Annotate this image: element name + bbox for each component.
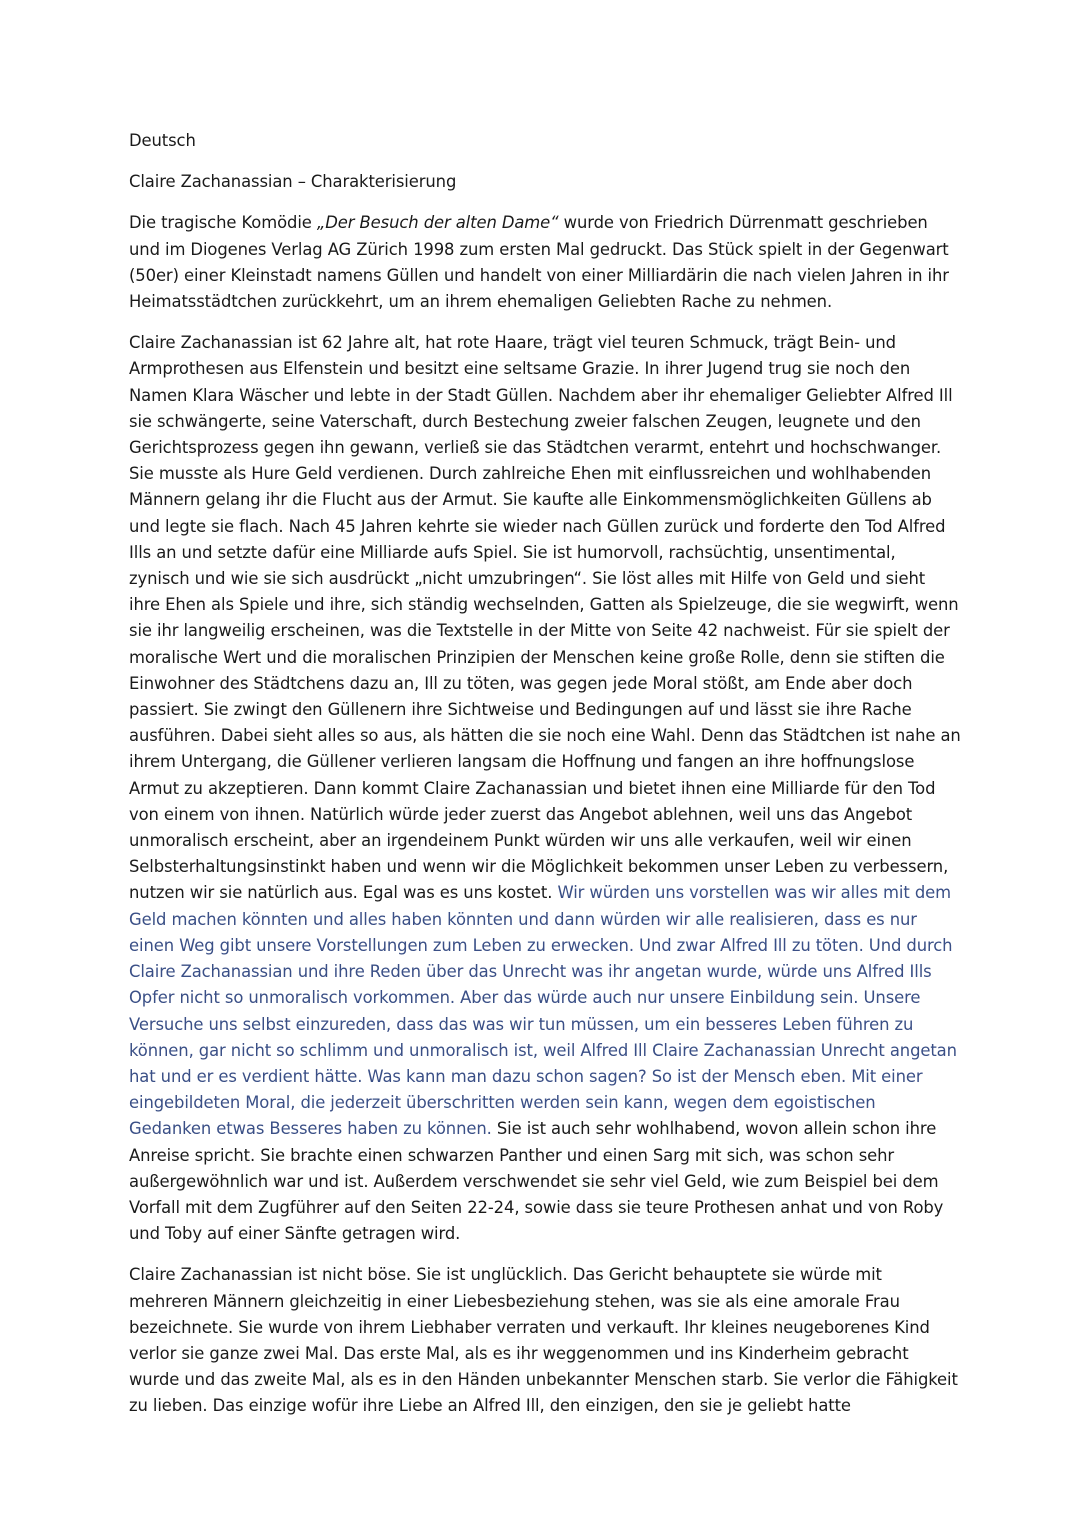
body-highlighted-text: Wir würden uns vorstellen was wir alles mit dem Geld machen könnten und alles haben könnten und dann würden wir alle realisieren, dass es nur einen Weg gibt unsere Vorstellungen zum Leben zu erwecken. Und zwar Alfred Ill zu töten. Und durch Claire Zachanassian und ihre Reden über das Unrecht was ihr angetan wurde, würde uns Alfred Ills Opfer nicht so unmoralisch vorkommen. Aber das würde auch nur unsere Einbildung sein. Unsere Versuche uns selbst einzureden, dass das was wir tun müssen, um ein besseres Leben führen zu können, gar nicht so schlimm und unmoralisch ist, weil Alfred Ill Claire Zachanassian Unrecht angetan hat und er es verdient hätte. Was kann man dazu schon sagen? So ist der Mensch eben. Mit einer eingebildeten Moral, die jederzeit überschritten werden sein kann, wegen dem egoistischen Gedanken etwas Besseres haben zu können. <box>129 883 957 1139</box>
intro-before-title: Die tragische Komödie <box>129 213 317 233</box>
work-title: „Der Besuch der alten Dame“ <box>316 213 559 233</box>
intro-after-title: wurde von Friedrich Dürrenmatt geschrieben und im Diogenes Verlag AG Zürich 1998 zum ersten Mal gedruckt. Das Stück spielt in der Gegenwart (50er) einer Kleinstadt namens Güllen und handelt von einer Milliardärin die nach vielen Jahren in ihr Heimatsstädtchen zurückkehrt, um an ihrem ehemaligen Geliebten Rache zu nehmen. <box>129 213 949 312</box>
intro-paragraph <box>129 210 961 315</box>
document-page <box>129 128 961 1435</box>
body-part-1: Claire Zachanassian ist 62 Jahre alt, hat rote Haare, trägt viel teuren Schmuck, trägt Bein- und Armprothesen aus Elfenstein und besitzt eine seltsame Grazie. In ihrer Jugend trug sie noch den Namen Klara Wäscher und lebte in der Stadt Güllen. Nachdem aber ihr ehemaliger Geliebter Alfred Ill sie schwängerte, seine Vaterschaft, durch Bestechung zweier falschen Zeugen, leugnete und den Gerichtsprozess gegen ihn gewann, verließ sie das Städtchen verarmt, entehrt und hochschwanger. Sie musste als Hure Geld verdienen. Durch zahlreiche Ehen mit einflussreichen und wohlhabenden Männern gelang ihr die Flucht aus der Armut. Sie kaufte alle Einkommensmöglichkeiten Güllens ab und legte sie flach. Nach 45 Jahren kehrte sie wieder nach Güllen zurück und forderte den Tod Alfred Ills an und setzte dafür eine Milliarde aufs Spiel. Sie ist humorvoll, rachsüchtig, unsentimental, zynisch und wie sie sich ausdrückt „nicht umzubringen“. Sie löst alles mit Hilfe von Geld und sieht ihre Ehen als Spiele und ihre, sich ständig wechselnden, Gatten als Spielzeuge, die sie wegwirft, wenn sie ihr langweilig erscheinen, was die Textstelle in der Mitte von Seite 42 nachweist. Für sie spielt der moralische Wert und die moralischen Prinzipien der Menschen keine große Rolle, denn sie stiften die Einwohner des Städtchens dazu an, Ill zu töten, was gegen jede Moral stößt, am Ende aber doch passiert. Sie zwingt den Güllenern ihre Sichtweise und Bedingungen auf und lässt sie ihre Rache ausführen. Dabei sieht alles so aus, als hätten die sie noch eine Wahl. Denn das Städtchen ist nahe an ihrem Untergang, die Güllener verlieren langsam die Hoffnung und fangen an ihre hoffnungslose Armut zu akzeptieren. Dann kommt Claire Zachanassian und bietet ihnen eine Milliarde für den Tod von einem von ihnen. Natürlich würde jeder zuerst das Angebot ablehnen, weil uns das Angebot unmoralisch erscheint, aber an irgendeinem Punkt würden wir uns alle verkaufen, weil wir einen Selbsterhaltungsinstinkt haben und wenn wir die Möglichkeit bekommen unser Leben zu verbessern, nutzen wir sie natürlich aus. Egal was es uns kostet. <box>129 333 961 903</box>
closing-paragraph: Claire Zachanassian ist nicht böse. Sie ist unglücklich. Das Gericht behauptete sie würde mit mehreren Männern gleichzeitig in einer Liebesbeziehung stehen, was sie als eine amorale Frau bezeichnete. Sie wurde von ihrem Liebhaber verraten und verkauft. Ihr kleines neugeborenes Kind verlor sie ganze zwei Mal. Das erste Mal, als es ihr weggenommen und ins Kinderheim gebracht wurde und das zweite Mal, als es in den Händen unbekannter Menschen starb. Sie verlor die Fähigkeit zu lieben. Das einzige wofür ihre Liebe an Alfred Ill, den einzigen, den sie je geliebt hatte <box>129 1265 958 1416</box>
body-paragraph <box>129 330 961 1247</box>
body-part-2: Sie ist auch sehr wohlhabend, wovon allein schon ihre Anreise spricht. Sie brachte einen schwarzen Panther und einen Sarg mit sich, was schon sehr außergewöhnlich war und ist. Außerdem verschwendet sie sehr viel Geld, wie zum Beispiel bei dem Vorfall mit dem Zugführer auf den Seiten 22-24, sowie dass sie teure Prothesen anhat und von Roby und Toby auf einer Sänfte getragen wird. <box>129 1119 944 1244</box>
subject-line: Deutsch <box>129 131 196 150</box>
document-heading: Claire Zachanassian – Charakterisierung <box>129 172 457 192</box>
